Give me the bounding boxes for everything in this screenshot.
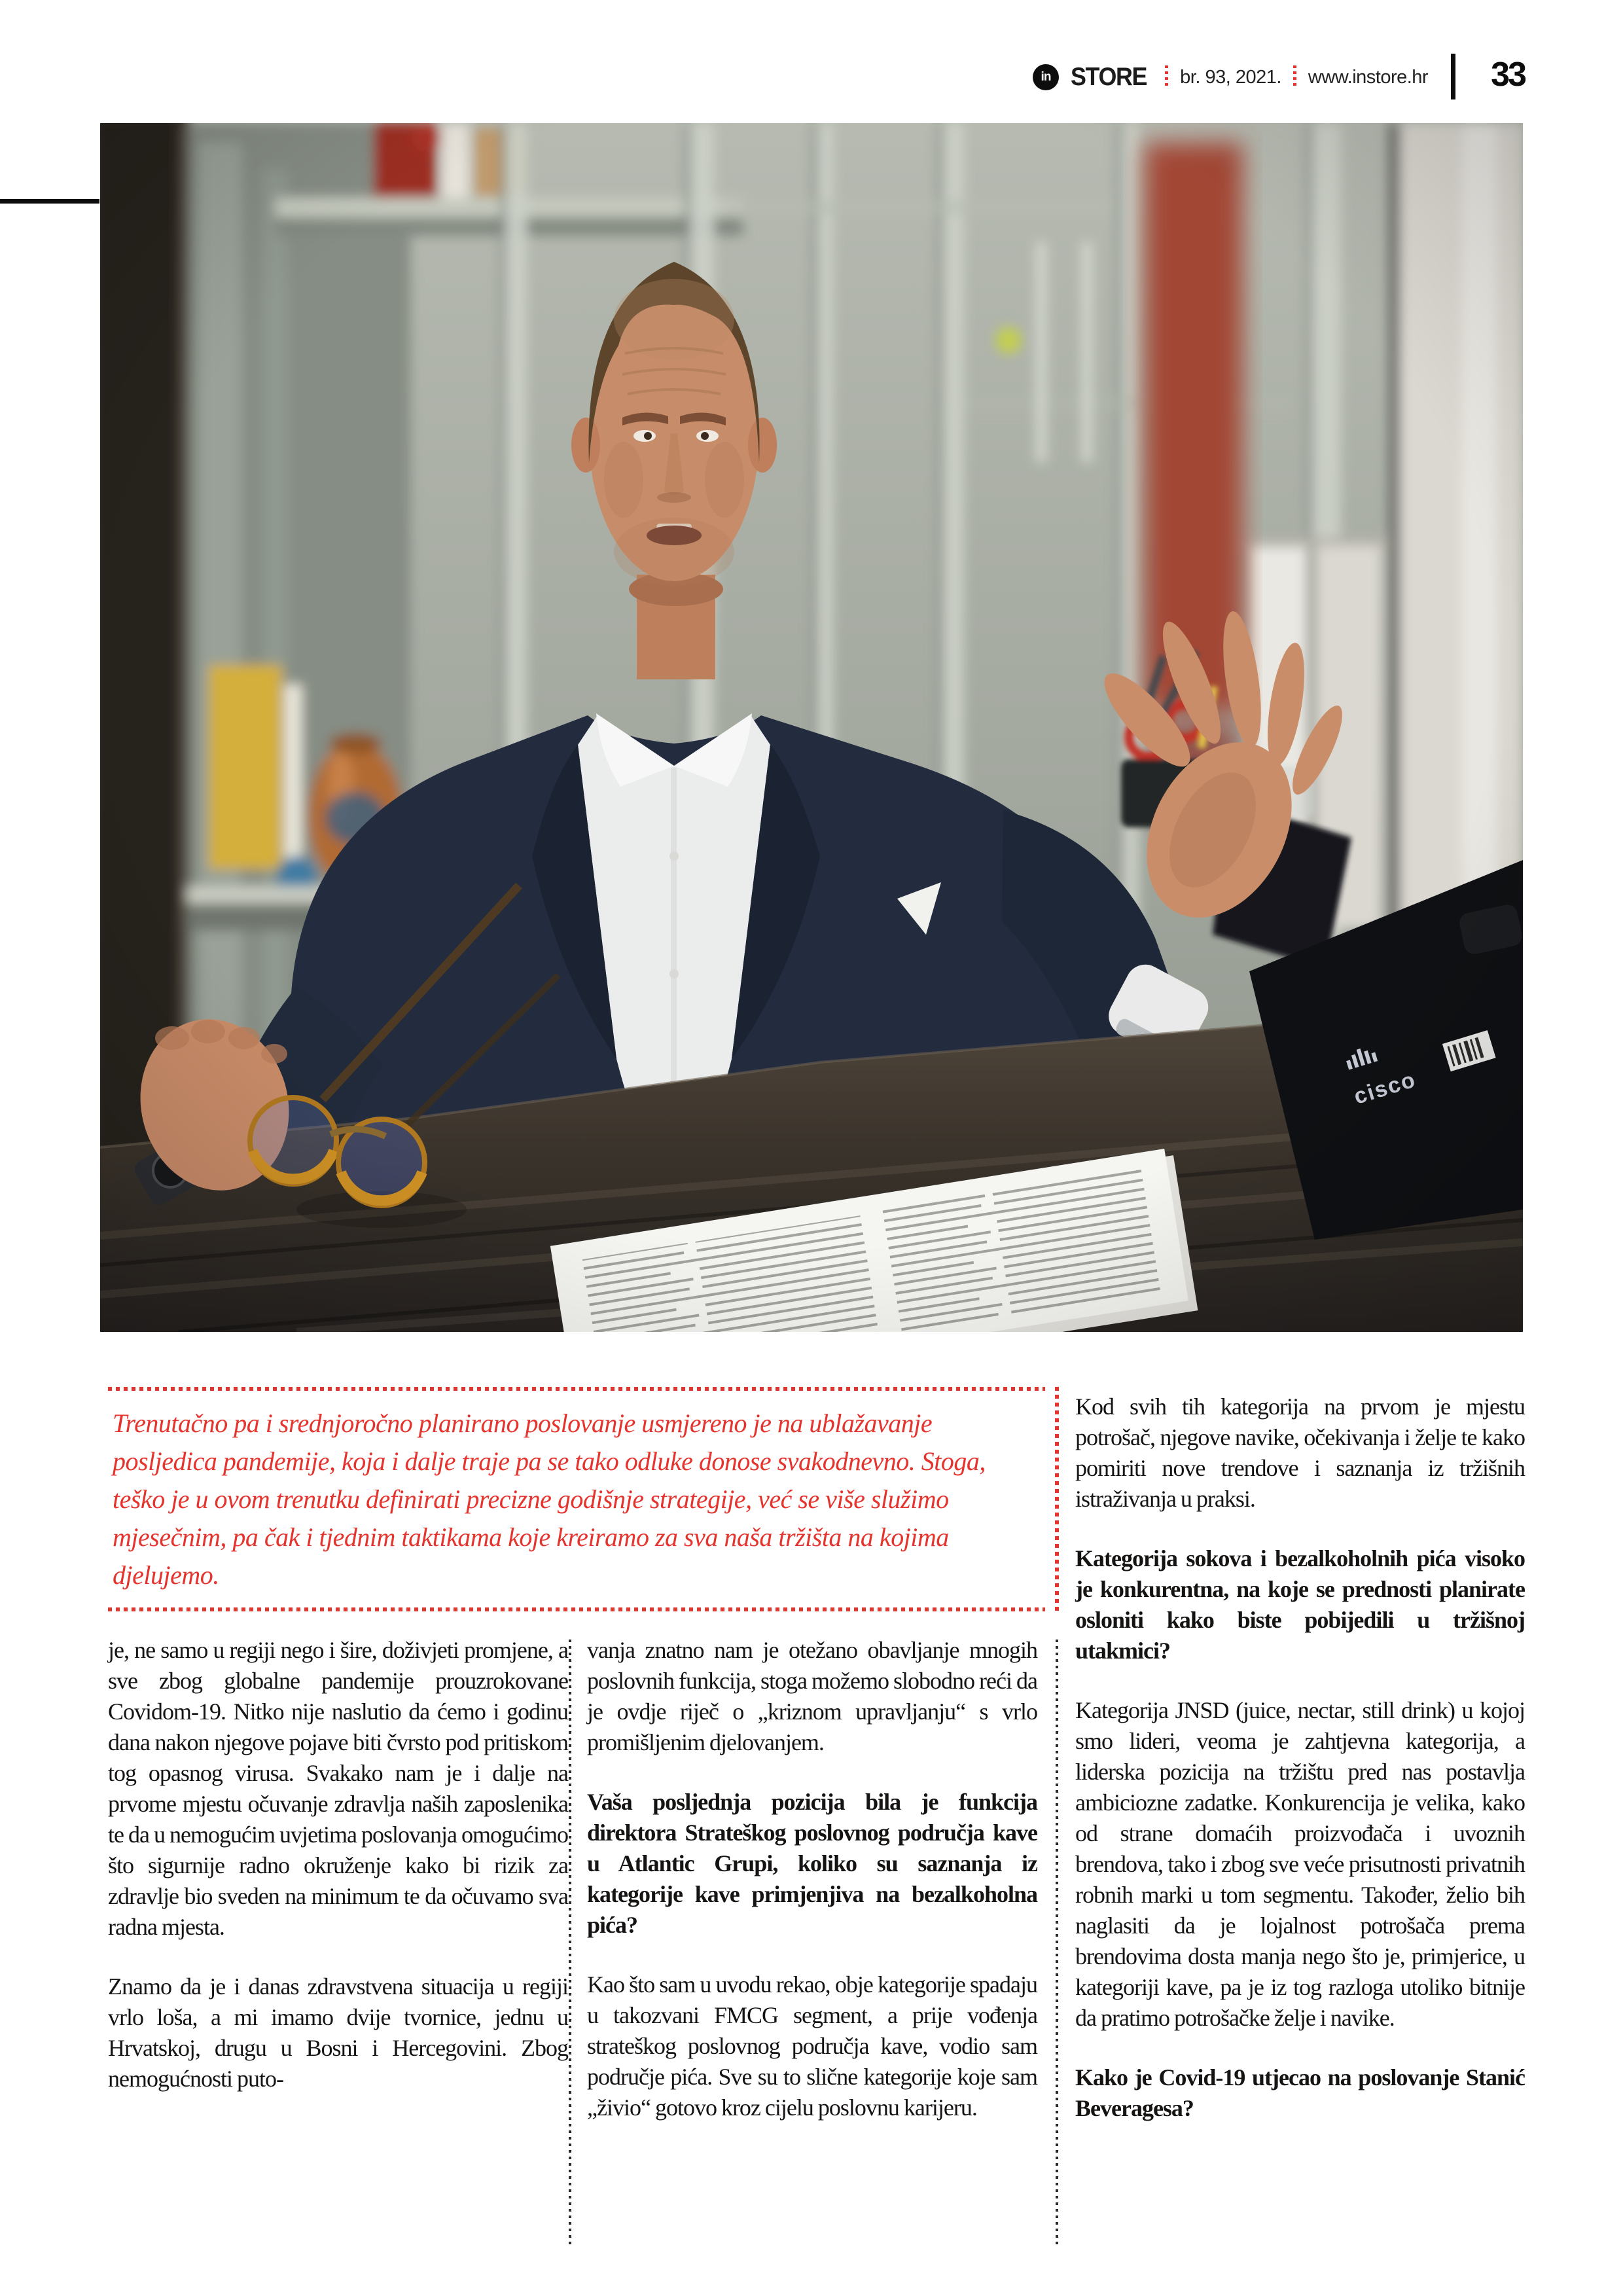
question-paragraph: Kategorija sokova i bezalkoholnih pića visoko je konkurentna, na koje se prednosti planirate osloniti kako biste pobijedili u tržišnoj utakmici? — [1075, 1545, 1525, 1664]
article-column-3 — [1075, 1391, 1525, 2153]
paragraph: je, ne samo u regiji nego i šire, doživjeti promjene, a sve zbog globalne pandemije prouzrokovane Covidom-19. Nitko nije naslutio da ćemo i godinu dana nakon njegove pojave biti čvrsto pod pritiskom tog opasnog virusa. Svakako nam je i dalje na prvome mjestu očuvanje zdravlja naših zaposlenika te da u nemogućim uvjetima poslovanja omogućimo što sigurnije radno okruženje kako bi rizik za zdravlje bio sveden na minimum te da očuvamo sva radna mjesta. — [108, 1637, 568, 1940]
masthead — [1033, 60, 1428, 94]
paragraph: Kao što sam u uvodu rekao, obje kategorije spadaju u takozvani FMCG segment, a prije vođenja strateškog poslovnog područja kave, vodio sam područje pića. Sve su to slične kategorije koje sam „živio“ gotovo kroz cijelu poslovnu karijeru. — [587, 1971, 1037, 2121]
interview-photo — [100, 123, 1523, 1332]
column-rule-1 — [569, 1640, 571, 2247]
paragraph: Kod svih tih kategorija na prvom je mjestu potrošač, njegove navike, očekivanja i želje te kako pomiriti nove trendove i saznanja iz tržišnih istraživanja u praksi. — [1075, 1393, 1525, 1512]
website-label: www.instore.hr — [1308, 66, 1429, 88]
masthead-separator-icon — [1165, 65, 1168, 89]
paragraph: Znamo da je i danas zdravstvena situacija u regiji vrlo loša, a mi imamo dvije tvornice, jednu u Hrvatskoj, drugu u Bosni i Hercegovini. Zbog nemogućnosti puto- — [108, 1973, 568, 2092]
article-column-2 — [587, 1635, 1037, 2152]
instore-logo-icon: in — [1033, 64, 1059, 90]
article-column-1 — [108, 1635, 568, 2123]
masthead-rule — [1451, 54, 1455, 99]
logo-wordmark: STORE — [1071, 63, 1147, 91]
pull-quote-rule-top — [108, 1387, 1045, 1391]
paragraph: Kategorija JNSD (juice, nectar, still drink) u kojoj smo lideri, veoma je zahtjevna kategorija, a liderska pozicija na tržištu pred nas postavlja ambiciozne zadatke. Konkurencija je velika, kako od strane domaćih proizvođača i uvoznih brendova, tako i zbog sve veće prisutnosti privatnih robnih marki u tom segmentu. Također, želio bih naglasiti da je lojalnost potrošača prema brendovima dosta manja nego što je, primjerice, u kategoriji kave, pa je iz tog razloga utoliko bitnije da pratimo potrošačke želje i navike. — [1075, 1697, 1525, 2031]
paragraph: vanja znatno nam je otežano obavljanje mnogih poslovnih funkcija, stoga možemo slobodno reći da je ovdje riječ o „kriznom upravljanju“ s vrlo promišljenim djelovanjem. — [587, 1637, 1037, 1755]
photo-scene — [100, 123, 1523, 1332]
page-number: 33 — [1491, 56, 1525, 94]
question-paragraph: Vaša posljednja pozicija bila je funkcija direktora Strateškog poslovnog područja kave u Atlantic Grupi, koliko su saznanja iz kategorije kave primjenjiva na bezalkoholna pića? — [587, 1789, 1037, 1938]
column-rule-2 — [1056, 1640, 1058, 2247]
question-paragraph: Kako je Covid-19 utjecao na poslovanje Stanić Beveragesa? — [1075, 2064, 1525, 2121]
issue-label: br. 93, 2021. — [1180, 66, 1281, 88]
pull-quote: Trenutačno pa i srednjoročno planirano poslovanje usmjereno je na ublažavanje posljedica pandemije, koja i dalje traje pa se tako odluke donose svakodnevno. Stoga, teško je u ovom trenutku definirati precizne godišnje strategije, već se više služimo mjesečnim, pa čak i tjednim taktikama koje kreiramo za sva naša tržišta na kojima djelujemo. — [113, 1408, 986, 1590]
pull-quote-rule-right — [1055, 1387, 1059, 1611]
pull-quote-rule-bottom — [108, 1607, 1045, 1611]
margin-mark — [0, 199, 99, 204]
masthead-separator-icon — [1293, 65, 1296, 89]
